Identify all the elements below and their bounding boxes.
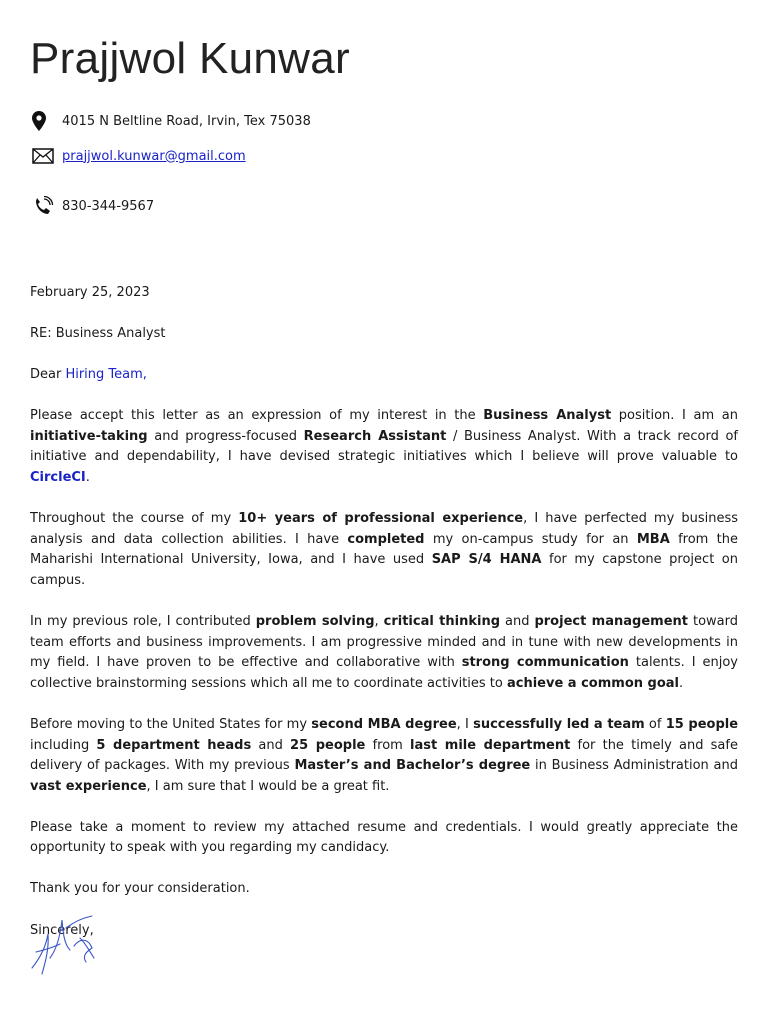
paragraph-request: Please take a moment to review my attached resume and credentials. I would greatly appreciate the opportunity to speak with you regarding my candidacy.	[30, 819, 738, 856]
letter-re-line: RE: Business Analyst	[30, 326, 166, 342]
closing: Sincerely,	[30, 922, 94, 938]
thanks-line: Thank you for your consideration.	[30, 881, 250, 897]
company-name: CircleCI	[30, 470, 86, 486]
paragraph-leadership: Before moving to the United States for my second MBA degree, I successfully led a team of 15 people including 5 department heads and 25 people from last mile department for the timely and safe delivery of packages. With my previous Master’s and Bachelor’s degree in Business Administration and vast experience, I am sure that I would be a great fit.	[30, 716, 739, 794]
salutation: Dear Hiring Team,	[30, 367, 147, 383]
phone-icon	[32, 195, 56, 217]
contact-phone	[32, 195, 154, 217]
paragraph-experience: Throughout the course of my 10+ years of professional experience, I have perfected my business analysis and data collection abilities. I have completed my on-campus study for an MBA from the Maharishi International University, Iowa, and I have used SAP S/4 HANA for my capstone project on campus.	[30, 511, 739, 588]
applicant-name: Prajjwol Kunwar	[30, 34, 350, 83]
letter-body	[30, 283, 738, 941]
phone-text: 830-344-9567	[62, 198, 155, 214]
paragraph-skills: In my previous role, I contributed problem solving, critical thinking and project management toward team efforts and business improvements. I am progressive minded and in tune with new developments in my field. I have proven to be effective and collaborative with strong communication talents. I enjoy collective brainstorming sessions which all me to coordinate activities to achieve a common goal.	[30, 614, 739, 691]
contact-address	[32, 110, 311, 132]
recipient: Hiring Team	[65, 367, 143, 383]
location-pin-icon	[32, 110, 56, 132]
signature	[30, 908, 110, 982]
email-link[interactable]: prajjwol.kunwar@gmail.com	[62, 148, 246, 164]
paragraph-intro: Please accept this letter as an expression of my interest in the Business Analyst position. I am an initiative-taking and progress-focused Research Assistant / Business Analyst. With a track record of initiative and dependability, I have devised strategic initiatives which I believe will prove valuable to CircleCI.	[30, 408, 738, 486]
envelope-icon	[32, 145, 56, 167]
letter-date: February 25, 2023	[30, 285, 150, 300]
contact-email	[32, 145, 246, 167]
address-text: 4015 N Beltline Road, Irvin, Tex 75038	[62, 113, 311, 129]
